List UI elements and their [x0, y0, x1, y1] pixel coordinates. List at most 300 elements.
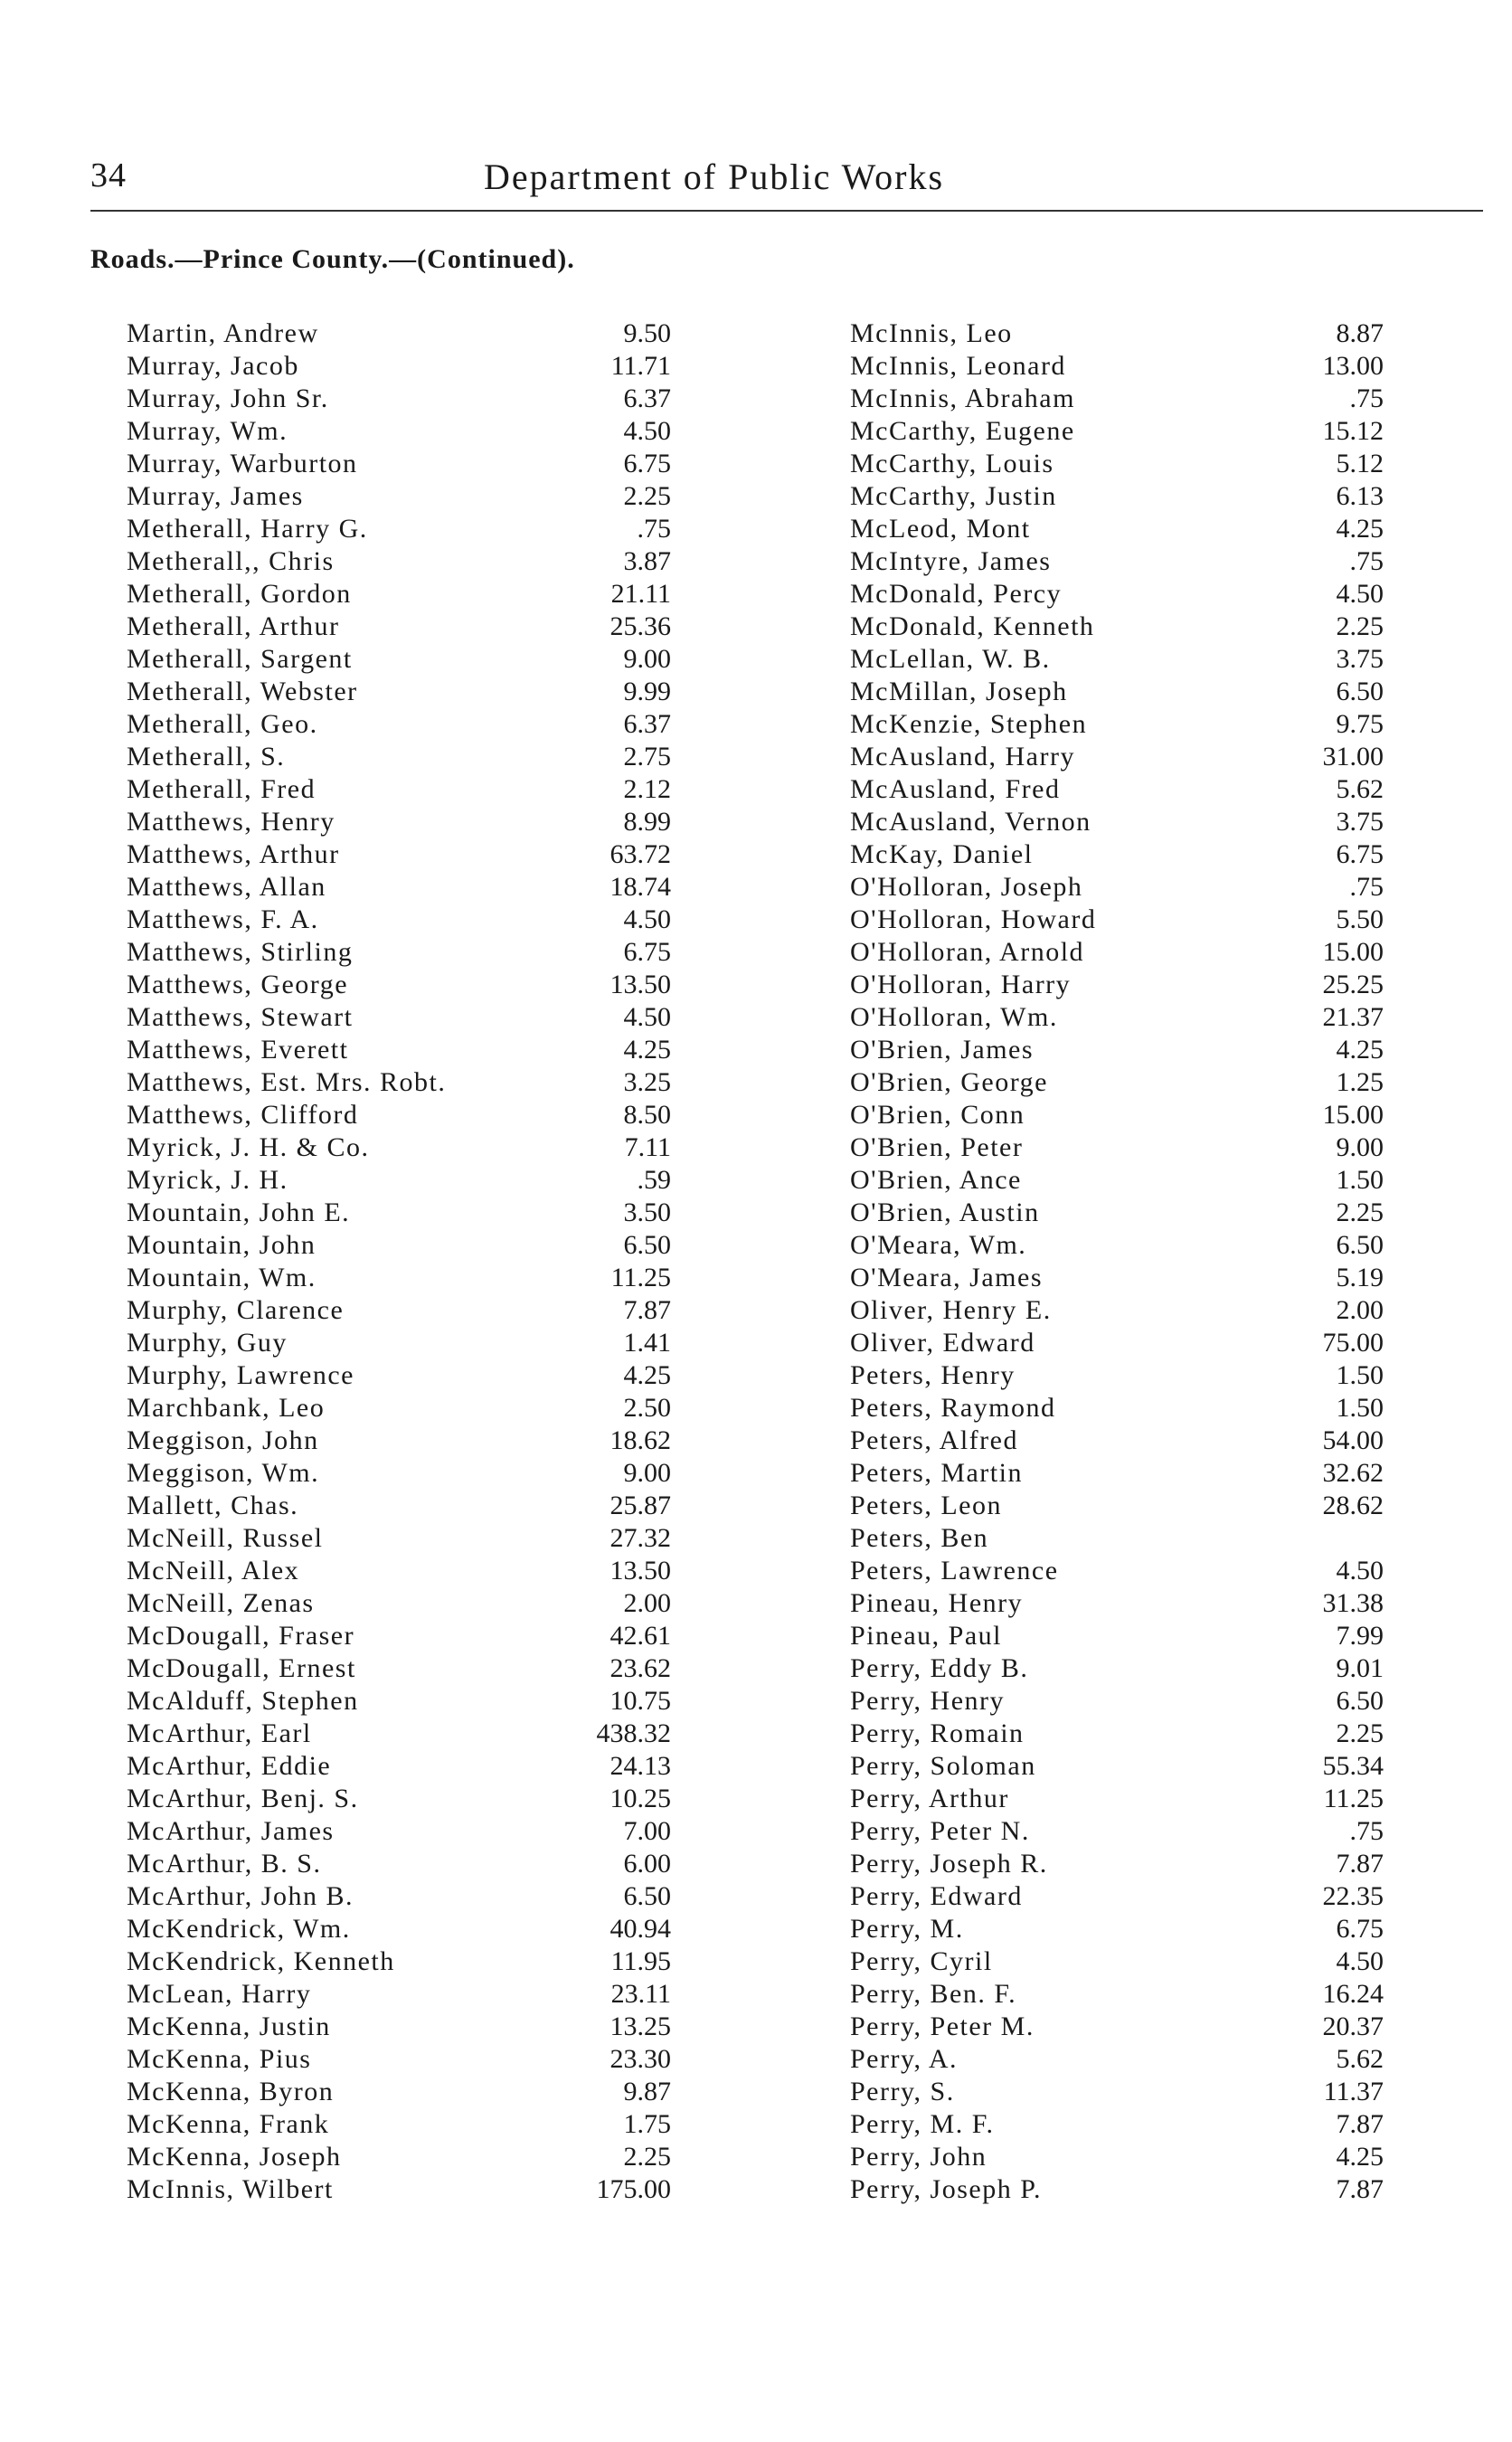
- page-title: Department of Public Works: [484, 156, 945, 197]
- entry-amount: .75: [1349, 546, 1384, 576]
- list-item: [127, 480, 669, 513]
- entry-name: McLeod, Mont: [850, 514, 1031, 544]
- list-item: [850, 1913, 1384, 1945]
- entry-amount: 40.94: [610, 1914, 671, 1944]
- entry-name: Perry, Ben. F.: [850, 1979, 1017, 2009]
- section-heading: Roads.—Prince County.—(Continued).: [90, 244, 575, 274]
- list-item: [850, 1750, 1384, 1783]
- list-item: [127, 1131, 669, 1164]
- list-item: [850, 936, 1384, 969]
- entry-name: Martin, Andrew: [127, 318, 319, 348]
- list-item: [127, 513, 669, 545]
- entry-amount: .75: [1349, 1816, 1384, 1846]
- entry-amount: 3.75: [1336, 644, 1384, 674]
- list-item: [850, 2108, 1384, 2141]
- list-item: [850, 1555, 1384, 1587]
- list-item: [127, 545, 669, 578]
- entry-name: McCarthy, Justin: [850, 481, 1057, 511]
- entry-amount: 11.25: [1323, 1784, 1384, 1813]
- entry-amount: 1.50: [1336, 1393, 1384, 1423]
- list-item: [127, 969, 669, 1001]
- entry-amount: 9.00: [623, 1458, 671, 1488]
- entry-name: Murray, James: [127, 481, 304, 511]
- entry-amount: 11.25: [610, 1263, 671, 1292]
- entry-name: Mountain, Wm.: [127, 1263, 317, 1292]
- entry-amount: 8.87: [1336, 318, 1384, 348]
- list-item: [127, 838, 669, 871]
- list-item: [127, 1522, 669, 1555]
- entry-amount: .75: [637, 514, 671, 544]
- entry-name: Metherall,, Chris: [127, 546, 335, 576]
- entry-amount: 4.50: [1336, 1556, 1384, 1585]
- list-item: [850, 1945, 1384, 1978]
- entry-name: McLean, Harry: [127, 1979, 312, 2009]
- entry-amount: 7.87: [1336, 2174, 1384, 2204]
- entry-name: McDonald, Kenneth: [850, 611, 1095, 641]
- entry-name: Pineau, Paul: [850, 1621, 1002, 1651]
- list-item: [850, 1587, 1384, 1620]
- entry-amount: 6.00: [623, 1849, 671, 1879]
- list-item: [127, 1718, 669, 1750]
- entry-name: Perry, Joseph R.: [850, 1849, 1048, 1879]
- list-item: [127, 1327, 669, 1359]
- entry-name: Perry, Romain: [850, 1718, 1025, 1748]
- entry-amount: 6.75: [623, 449, 671, 478]
- entry-amount: 6.37: [623, 709, 671, 739]
- list-item: [127, 1587, 669, 1620]
- list-item: [850, 350, 1384, 383]
- list-item: [127, 1848, 669, 1880]
- entry-name: Peters, Alfred: [850, 1425, 1018, 1455]
- entry-name: McKenna, Pius: [127, 2044, 312, 2074]
- entry-amount: 1.75: [623, 2109, 671, 2139]
- entry-name: O'Brien, James: [850, 1035, 1035, 1065]
- entry-amount: 1.25: [1336, 1067, 1384, 1097]
- list-item: [127, 1978, 669, 2011]
- entry-amount: 4.25: [1336, 2142, 1384, 2172]
- entry-name: Perry, S.: [850, 2077, 955, 2106]
- entry-amount: 1.50: [1336, 1165, 1384, 1195]
- list-item: [127, 1652, 669, 1685]
- entry-amount: 4.50: [623, 416, 671, 446]
- list-item: [127, 1392, 669, 1424]
- list-item: [127, 1783, 669, 1815]
- list-item: [850, 1197, 1384, 1229]
- entry-name: McKenna, Justin: [127, 2011, 331, 2041]
- entry-name: Metherall, S.: [127, 742, 286, 771]
- entry-name: Marchbank, Leo: [127, 1393, 326, 1423]
- entry-amount: 13.25: [610, 2011, 671, 2041]
- entry-name: McInnis, Wilbert: [127, 2174, 334, 2204]
- entry-amount: 23.11: [610, 1979, 671, 2009]
- list-item: [850, 383, 1384, 415]
- entry-amount: 6.50: [1336, 1686, 1384, 1716]
- entry-name: Mountain, John E.: [127, 1197, 351, 1227]
- entry-name: McInnis, Abraham: [850, 383, 1075, 413]
- list-item: [850, 1457, 1384, 1490]
- list-item: [850, 2011, 1384, 2043]
- entry-amount: 2.25: [623, 2142, 671, 2172]
- entry-amount: 7.87: [1336, 2109, 1384, 2139]
- entry-amount: 9.75: [1336, 709, 1384, 739]
- entry-name: Matthews, Clifford: [127, 1100, 359, 1130]
- list-item: [850, 1294, 1384, 1327]
- entry-name: McNeill, Alex: [127, 1556, 300, 1585]
- entry-name: Meggison, John: [127, 1425, 319, 1455]
- list-item: [127, 383, 669, 415]
- entry-name: McArthur, B. S.: [127, 1849, 322, 1879]
- entry-name: McKenzie, Stephen: [850, 709, 1088, 739]
- entry-name: O'Holloran, Howard: [850, 904, 1097, 934]
- entry-name: McArthur, James: [127, 1816, 335, 1846]
- list-item: [127, 2076, 669, 2108]
- list-item: [127, 350, 669, 383]
- right-column: [850, 317, 1384, 2206]
- entry-amount: 31.00: [1322, 742, 1384, 771]
- entry-name: Matthews, Stewart: [127, 1002, 354, 1032]
- entry-amount: 20.37: [1322, 2011, 1384, 2041]
- entry-name: Perry, Henry: [850, 1686, 1006, 1716]
- entry-amount: 13.50: [610, 1556, 671, 1585]
- list-item: [850, 773, 1384, 806]
- entry-amount: 1.41: [623, 1328, 671, 1358]
- list-item: [850, 1620, 1384, 1652]
- list-item: [127, 1815, 669, 1848]
- list-item: [850, 871, 1384, 904]
- entry-name: Perry, Edward: [850, 1881, 1023, 1911]
- list-item: [127, 773, 669, 806]
- list-item: [127, 2173, 669, 2206]
- entry-name: Oliver, Henry E.: [850, 1295, 1052, 1325]
- entry-amount: 4.25: [1336, 514, 1384, 544]
- list-item: [127, 2141, 669, 2173]
- list-item: [850, 1392, 1384, 1424]
- list-item: [127, 1197, 669, 1229]
- entry-amount: 4.50: [623, 1002, 671, 1032]
- entry-name: Perry, Peter M.: [850, 2011, 1035, 2041]
- entry-name: McAusland, Harry: [850, 742, 1075, 771]
- list-item: [127, 741, 669, 773]
- entry-amount: 18.62: [610, 1425, 671, 1455]
- list-item: [127, 1750, 669, 1783]
- entry-name: Matthews, Est. Mrs. Robt.: [127, 1067, 447, 1097]
- entry-amount: 63.72: [610, 839, 671, 869]
- entry-name: McKenna, Byron: [127, 2077, 335, 2106]
- entry-amount: 9.01: [1336, 1653, 1384, 1683]
- entry-amount: 22.35: [1322, 1881, 1384, 1911]
- entry-name: Metherall, Arthur: [127, 611, 340, 641]
- list-item: [850, 513, 1384, 545]
- entry-name: McMillan, Joseph: [850, 677, 1068, 706]
- entry-amount: 25.36: [610, 611, 671, 641]
- entry-amount: 7.11: [624, 1132, 671, 1162]
- entry-amount: 2.25: [1336, 1197, 1384, 1227]
- list-item: [850, 708, 1384, 741]
- entry-amount: 13.00: [1322, 351, 1384, 381]
- entry-amount: 3.25: [623, 1067, 671, 1097]
- list-item: [127, 2043, 669, 2076]
- entry-name: McArthur, Earl: [127, 1718, 312, 1748]
- entry-name: Perry, A.: [850, 2044, 959, 2074]
- entry-name: Murray, John Sr.: [127, 383, 329, 413]
- entry-amount: 31.38: [1322, 1588, 1384, 1618]
- entry-name: O'Brien, George: [850, 1067, 1048, 1097]
- entry-amount: 15.00: [1322, 1100, 1384, 1130]
- entry-name: Perry, M. F.: [850, 2109, 995, 2139]
- entry-name: O'Holloran, Harry: [850, 970, 1072, 999]
- list-item: [850, 1718, 1384, 1750]
- list-item: [850, 1652, 1384, 1685]
- entry-amount: 18.74: [610, 872, 671, 902]
- entry-name: McAlduff, Stephen: [127, 1686, 359, 1716]
- list-item: [127, 2108, 669, 2141]
- list-item: [127, 1262, 669, 1294]
- entry-name: Murphy, Lawrence: [127, 1360, 354, 1390]
- list-item: [850, 1327, 1384, 1359]
- entry-name: Murray, Wm.: [127, 416, 288, 446]
- entry-amount: 10.75: [610, 1686, 671, 1716]
- entry-name: McCarthy, Louis: [850, 449, 1054, 478]
- entry-name: Murphy, Clarence: [127, 1295, 345, 1325]
- entry-name: McKay, Daniel: [850, 839, 1034, 869]
- entry-amount: 27.32: [610, 1523, 671, 1553]
- entry-name: McArthur, Benj. S.: [127, 1784, 359, 1813]
- entry-amount: 10.25: [610, 1784, 671, 1813]
- list-item: [850, 969, 1384, 1001]
- entry-amount: 7.00: [623, 1816, 671, 1846]
- list-item: [850, 2043, 1384, 2076]
- list-item: [127, 1001, 669, 1034]
- entry-amount: 9.00: [623, 644, 671, 674]
- entry-amount: 8.50: [623, 1100, 671, 1130]
- header-rule: [90, 210, 1483, 212]
- entry-name: Perry, John: [850, 2142, 988, 2172]
- entry-name: Matthews, Stirling: [127, 937, 354, 967]
- entry-amount: 21.37: [1322, 1002, 1384, 1032]
- entry-amount: 5.19: [1336, 1263, 1384, 1292]
- entry-amount: 24.13: [610, 1751, 671, 1781]
- entry-amount: 6.75: [1336, 1914, 1384, 1944]
- list-item: [850, 1066, 1384, 1099]
- list-item: [127, 1066, 669, 1099]
- entry-name: McKenna, Frank: [127, 2109, 330, 2139]
- entry-name: O'Holloran, Joseph: [850, 872, 1083, 902]
- list-item: [850, 2141, 1384, 2173]
- entry-amount: 11.37: [1323, 2077, 1384, 2106]
- list-item: [127, 317, 669, 350]
- entry-amount: 42.61: [610, 1621, 671, 1651]
- entry-name: Murphy, Guy: [127, 1328, 288, 1358]
- entry-amount: .75: [1349, 872, 1384, 902]
- entry-amount: 5.12: [1336, 449, 1384, 478]
- list-item: [127, 1945, 669, 1978]
- list-item: [850, 1034, 1384, 1066]
- list-item: [127, 1424, 669, 1457]
- entry-amount: 6.50: [1336, 1230, 1384, 1260]
- entry-name: Matthews, Henry: [127, 807, 335, 837]
- entry-name: Metherall, Harry G.: [127, 514, 368, 544]
- entry-amount: 438.32: [596, 1718, 671, 1748]
- list-item: [127, 1164, 669, 1197]
- entry-name: Perry, Joseph P.: [850, 2174, 1043, 2204]
- entry-amount: 2.25: [1336, 1718, 1384, 1748]
- entry-name: Peters, Lawrence: [850, 1556, 1059, 1585]
- entry-amount: 9.87: [623, 2077, 671, 2106]
- list-item: [127, 708, 669, 741]
- list-item: [127, 1685, 669, 1718]
- entry-name: Peters, Martin: [850, 1458, 1023, 1488]
- list-item: [127, 643, 669, 676]
- entry-name: McKenna, Joseph: [127, 2142, 342, 2172]
- entry-name: Matthews, Arthur: [127, 839, 340, 869]
- entry-amount: 21.11: [610, 579, 671, 609]
- entry-amount: 9.99: [623, 677, 671, 706]
- entry-name: Myrick, J. H. & Co.: [127, 1132, 370, 1162]
- list-item: [127, 578, 669, 610]
- list-item: [850, 1848, 1384, 1880]
- list-item: [127, 415, 669, 448]
- entry-name: Peters, Raymond: [850, 1393, 1056, 1423]
- list-item: [850, 1099, 1384, 1131]
- entry-amount: 25.87: [610, 1491, 671, 1520]
- entry-name: Perry, Arthur: [850, 1784, 1009, 1813]
- entry-name: O'Brien, Peter: [850, 1132, 1024, 1162]
- entry-amount: 6.50: [623, 1230, 671, 1260]
- entry-amount: 15.00: [1322, 937, 1384, 967]
- entry-name: Murray, Warburton: [127, 449, 358, 478]
- entry-amount: 1.50: [1336, 1360, 1384, 1390]
- entry-amount: 7.87: [623, 1295, 671, 1325]
- entry-name: McCarthy, Eugene: [850, 416, 1075, 446]
- entry-name: McAusland, Vernon: [850, 807, 1091, 837]
- entry-name: Mallett, Chas.: [127, 1491, 299, 1520]
- entry-amount: 54.00: [1322, 1425, 1384, 1455]
- list-item: [850, 1522, 1384, 1555]
- list-item: [850, 1490, 1384, 1522]
- entry-amount: 2.00: [1336, 1295, 1384, 1325]
- list-item: [850, 1880, 1384, 1913]
- list-item: [850, 610, 1384, 643]
- list-item: [127, 1913, 669, 1945]
- entry-name: O'Holloran, Arnold: [850, 937, 1085, 967]
- entry-name: McInnis, Leonard: [850, 351, 1066, 381]
- entry-name: Metherall, Webster: [127, 677, 358, 706]
- entry-name: Perry, Soloman: [850, 1751, 1036, 1781]
- entry-amount: 3.87: [623, 546, 671, 576]
- entry-name: Metherall, Gordon: [127, 579, 352, 609]
- entry-name: O'Brien, Ance: [850, 1165, 1022, 1195]
- list-item: [127, 1555, 669, 1587]
- entry-amount: 3.50: [623, 1197, 671, 1227]
- entry-amount: 32.62: [1322, 1458, 1384, 1488]
- entry-amount: 6.50: [1336, 677, 1384, 706]
- list-item: [850, 578, 1384, 610]
- entry-name: O'Brien, Conn: [850, 1100, 1025, 1130]
- entry-amount: 7.87: [1336, 1849, 1384, 1879]
- entry-amount: 6.50: [623, 1881, 671, 1911]
- entry-name: Oliver, Edward: [850, 1328, 1035, 1358]
- entry-amount: .59: [637, 1165, 671, 1195]
- entry-name: McNeill, Russel: [127, 1523, 324, 1553]
- entry-amount: 28.62: [1322, 1491, 1384, 1520]
- entry-amount: 2.12: [623, 774, 671, 804]
- entry-amount: 2.75: [623, 742, 671, 771]
- page-header: [90, 156, 1483, 201]
- entry-name: Matthews, F. A.: [127, 904, 319, 934]
- list-item: [850, 1131, 1384, 1164]
- entry-name: Metherall, Geo.: [127, 709, 318, 739]
- entry-amount: 25.25: [1322, 970, 1384, 999]
- entry-amount: 9.50: [623, 318, 671, 348]
- entry-name: McKendrick, Kenneth: [127, 1946, 395, 1976]
- entry-amount: 2.50: [623, 1393, 671, 1423]
- entry-name: McInnis, Leo: [850, 318, 1013, 348]
- entry-name: Perry, M.: [850, 1914, 964, 1944]
- entry-name: Myrick, J. H.: [127, 1165, 288, 1195]
- entry-amount: 23.30: [610, 2044, 671, 2074]
- entry-name: McArthur, Eddie: [127, 1751, 332, 1781]
- entry-amount: 5.62: [1336, 774, 1384, 804]
- entry-amount: 75.00: [1322, 1328, 1384, 1358]
- list-item: [127, 448, 669, 480]
- list-item: [850, 1164, 1384, 1197]
- list-item: [850, 1229, 1384, 1262]
- list-item: [850, 904, 1384, 936]
- list-item: [127, 1359, 669, 1392]
- list-item: [127, 1620, 669, 1652]
- entry-amount: 8.99: [623, 807, 671, 837]
- entry-name: Murray, Jacob: [127, 351, 299, 381]
- entry-name: Meggison, Wm.: [127, 1458, 320, 1488]
- entry-name: O'Meara, James: [850, 1263, 1043, 1292]
- list-item: [127, 871, 669, 904]
- entry-name: Perry, Cyril: [850, 1946, 993, 1976]
- entry-amount: 13.50: [610, 970, 671, 999]
- entry-amount: 4.50: [1336, 579, 1384, 609]
- entry-amount: 4.25: [623, 1360, 671, 1390]
- entry-amount: 3.75: [1336, 807, 1384, 837]
- entry-amount: 4.25: [1336, 1035, 1384, 1065]
- entry-name: McNeill, Zenas: [127, 1588, 315, 1618]
- list-item: [127, 1229, 669, 1262]
- entry-name: Peters, Ben: [850, 1523, 989, 1553]
- list-item: [850, 480, 1384, 513]
- entry-amount: 11.71: [610, 351, 671, 381]
- entry-amount: 16.24: [1322, 1979, 1384, 2009]
- list-item: [850, 2076, 1384, 2108]
- entry-amount: .75: [1349, 383, 1384, 413]
- entry-amount: 9.00: [1336, 1132, 1384, 1162]
- entry-name: Perry, Peter N.: [850, 1816, 1030, 1846]
- entry-name: Peters, Henry: [850, 1360, 1016, 1390]
- list-item: [850, 1783, 1384, 1815]
- list-item: [127, 936, 669, 969]
- entry-amount: 2.25: [1336, 611, 1384, 641]
- entry-name: O'Brien, Austin: [850, 1197, 1040, 1227]
- entry-name: Matthews, Everett: [127, 1035, 349, 1065]
- list-item: [127, 610, 669, 643]
- list-item: [127, 806, 669, 838]
- list-item: [850, 1815, 1384, 1848]
- entry-name: McArthur, John B.: [127, 1881, 354, 1911]
- list-item: [850, 415, 1384, 448]
- list-item: [850, 545, 1384, 578]
- list-item: [850, 1359, 1384, 1392]
- entry-name: McDougall, Ernest: [127, 1653, 356, 1683]
- entry-amount: 6.75: [623, 937, 671, 967]
- entry-amount: 2.00: [623, 1588, 671, 1618]
- list-item: [850, 1001, 1384, 1034]
